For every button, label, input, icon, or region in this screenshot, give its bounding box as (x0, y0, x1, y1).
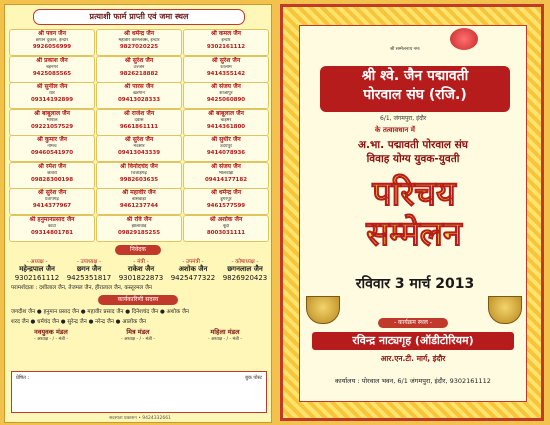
contact-card (9, 56, 95, 83)
contact-card (183, 162, 269, 189)
org-line-2: विवाह योग्य युवक-युवती (366, 153, 460, 165)
contact-phone: 9425085565 (32, 70, 72, 77)
contact-phone: 09460541970 (30, 150, 74, 156)
members-line-1: जगदीश जैन ● हनुमान प्रसाद जैन ● महावीर प्रसाद जैन ● दिनेशचंद जैन ● अशोक जैन (11, 309, 189, 315)
contact-address: नीमच (47, 144, 57, 149)
contact-name: श्री हनुमानप्रसाद जैन (29, 215, 75, 223)
contact-name: श्री सुधीर जैन (211, 136, 241, 143)
contact-name: श्री बाबूलाल जैन (34, 109, 70, 117)
contact-address: बूंदी (222, 223, 230, 229)
sangh-line-1: श्री श्वे. जैन पद्मावती (361, 68, 469, 84)
contact-phone: 9414377967 (32, 203, 72, 209)
officer-phone: 9302161112 (14, 274, 60, 282)
contact-card (9, 135, 95, 162)
office-address: कार्यालय : पोरवाल भवन, 6/1 जंगमपुरा, इंदौर, 9302161112 (335, 377, 491, 385)
contact-address: देवास (134, 117, 144, 123)
group-roles: - अध्यक्ष - / - मंत्री - (121, 337, 155, 342)
contact-name: श्री अशोक जैन (209, 215, 243, 223)
contact-name: श्री प्रकाश जैन (36, 56, 68, 64)
organiser (310, 138, 516, 166)
contact-card (96, 109, 182, 136)
contact-card (183, 215, 269, 242)
contact-address: कोटा (47, 223, 57, 229)
contact-address: भीलवाड़ा (218, 170, 234, 176)
group-block (9, 327, 93, 343)
contact-card (183, 82, 269, 109)
officer-role: - अध्यक्ष - (26, 259, 48, 265)
contact-card (9, 29, 95, 56)
venue-label: - कार्यक्रम स्थल - (378, 318, 448, 328)
officer-phone: 9425477322 (170, 274, 216, 282)
contact-address: महावीर कॉम्प्लेक्स, इन्दौर (118, 38, 160, 43)
group-title: नवयुवक मंडल (34, 328, 68, 336)
contact-name: श्री सुरेश जैन (37, 189, 67, 196)
officer-name: राकेश जैन (127, 265, 155, 273)
contact-phone: 09314801781 (30, 229, 74, 236)
contact-name: श्री संजय जैन (211, 162, 241, 170)
contact-address: बाड़मेर (220, 117, 232, 123)
officer-name: महेन्द्रपाल जैन (19, 265, 55, 273)
contact-address: चित्तौड़गढ़ (131, 170, 147, 176)
contact-card (96, 56, 182, 83)
contact-address: झालावाड़ (131, 223, 147, 229)
officer-phone: 9425351817 (66, 274, 112, 282)
contact-card (96, 162, 182, 189)
contact-phone: 9982603635 (119, 176, 159, 183)
left-panel (4, 4, 272, 423)
officer (115, 257, 167, 283)
contact-card (9, 82, 95, 109)
contact-card (183, 56, 269, 83)
contact-phone: 09221057529 (30, 123, 74, 130)
contact-phone: 9826218882 (119, 70, 159, 77)
contact-address: शाजापुर (219, 91, 233, 96)
officer-name: अशोक जैन (178, 265, 208, 273)
contact-address: इन्दौर (221, 38, 231, 43)
contact-phone: 9302161112 (206, 44, 246, 50)
contact-name: श्री सुरेश जैन (124, 136, 154, 143)
contact-name: श्री सुनील जैन (36, 83, 68, 90)
contact-card (96, 82, 182, 109)
contact-card (183, 135, 269, 162)
event-title (330, 174, 498, 254)
event-title-line-1: परिचय (372, 174, 456, 214)
contact-phone: 09828300198 (30, 176, 74, 183)
contact-phone: 9461577599 (206, 203, 246, 209)
kalash-icon (306, 296, 340, 324)
contact-address: बड़नगर (46, 64, 58, 70)
contact-phone: 9414078936 (206, 150, 246, 156)
contact-phone: 9827020225 (119, 44, 159, 50)
contact-card (183, 29, 269, 56)
contact-address: धार (49, 91, 55, 96)
contact-name: श्री पारस जैन (124, 83, 154, 90)
form-locations-title: प्रत्याशी फार्म प्राप्ती एवं जमा स्थल (33, 9, 245, 25)
contact-phone: 8003031111 (206, 229, 246, 236)
venue-address: आर.एन.टी. मार्ग, इंदौर (380, 354, 446, 363)
org-line-1: अ.भा. पद्मावती पोरवाल संघ (358, 139, 468, 151)
contact-name: श्री रमेश जैन (38, 162, 66, 170)
form-address-box (11, 371, 267, 413)
contact-card (96, 29, 182, 56)
right-panel (280, 4, 544, 421)
advisors-text: परामर्शदाता : दशीलाल जैन, तेजमल जैन, हीरालाल जैन, कस्तूरमल जैन (11, 285, 152, 291)
contact-phone: 9926056999 (32, 44, 72, 50)
contact-card (9, 188, 95, 215)
officer (219, 257, 271, 283)
contact-address: उदयपुर (220, 144, 232, 149)
kalash-icon (488, 296, 522, 324)
top-note: श्री सम्मेलनाय नमः (390, 47, 420, 52)
event-date: रविवार 3 मार्च 2013 (355, 276, 475, 292)
form-label: प्रेषित : (16, 375, 30, 381)
contact-phone: 9461237744 (119, 203, 159, 209)
contact-card (96, 215, 182, 242)
contact-address: प्रतापगढ़ (45, 197, 59, 202)
contact-name: श्री विनोदचंद जैन (120, 162, 158, 170)
contact-address: भोपाल (46, 117, 58, 123)
officer-role: - उपाध्यक्ष - (76, 259, 102, 265)
officer-name: छगनलाल जैन (227, 265, 263, 273)
contact-phone: 09314192899 (30, 97, 74, 103)
contact-address: डूंगरपुर (220, 197, 232, 202)
contact-name: श्री महावीर जैन (122, 189, 156, 196)
contact-name: श्री धर्मेन्द्र जैन (123, 30, 155, 37)
auspices-text: के तत्वावधान में (375, 126, 415, 134)
officer (63, 257, 115, 283)
contact-address: उज्जैन (133, 64, 145, 70)
sangh-banner (320, 66, 510, 112)
contact-phone: 09413028333 (117, 97, 161, 103)
event-title-line-2: सम्मेलन (366, 214, 462, 254)
contact-name: श्री सुरेश जैन (211, 56, 241, 64)
contact-phone: 09829185255 (117, 229, 161, 236)
nivedak-label: निवेदक (115, 245, 161, 255)
contact-phone: 9661861111 (119, 123, 159, 130)
contact-card (9, 215, 95, 242)
contact-name: श्री कुमार जैन (37, 136, 67, 143)
group-title: महिला मंडल (210, 328, 240, 336)
group-block (96, 327, 180, 343)
contact-address: खरगोन (133, 91, 145, 96)
group-title: मित्र मंडल (126, 328, 150, 336)
officer-name: छगन जैन (76, 265, 102, 273)
contact-name: श्री धर्मेन्द्र जैन (210, 189, 242, 196)
contact-card (96, 188, 182, 215)
venue-name: रविन्द्र नाट्यगृह (ऑडीटोरियम) (312, 332, 514, 350)
contact-card (9, 109, 95, 136)
contact-name: श्री राजेश जैन (123, 109, 155, 117)
officer-phone: 9826920423 (222, 274, 268, 282)
contact-name: श्री संजय जैन (211, 83, 241, 90)
contact-name: श्री कमल जैन (210, 30, 242, 37)
flower-icon (450, 28, 478, 50)
contact-phone: 9414355142 (206, 70, 246, 77)
officer-role: - कोषाध्यक्ष - (231, 259, 259, 265)
officer-role: - उपमंत्री - (182, 259, 204, 265)
group-block (183, 327, 267, 343)
cover-inner (299, 25, 527, 402)
contact-address: रतलाम (220, 64, 232, 70)
contact-card (183, 109, 269, 136)
contact-name: श्री सुरेश जैन (124, 56, 154, 64)
group-roles: - अध्यक्ष - / - मंत्री - (34, 337, 68, 342)
officer (11, 257, 63, 283)
contact-name: श्री रवि जैन (126, 215, 152, 223)
contact-phone: 09413043339 (117, 150, 161, 156)
officer-phone: 9301822873 (118, 274, 164, 282)
left-footer: सदस्यता प्रकाशन • 9424332661 (109, 416, 171, 421)
contact-card (96, 135, 182, 162)
officer (167, 257, 219, 283)
contact-phone: 9425060890 (206, 97, 246, 103)
sangh-address: 6/1, जंगमपुरा, इंदौर (380, 115, 427, 122)
sangh-line-2: पोरवाल संघ (रजि.) (363, 87, 467, 103)
contact-phone: 09414177182 (204, 176, 248, 183)
contact-address: मंदसौर (133, 144, 145, 149)
contact-address: जावरा (46, 170, 57, 176)
contact-card (9, 162, 95, 189)
contact-name: श्री पवन जैन (38, 30, 66, 37)
group-roles: - अध्यक्ष - / - मंत्री - (208, 337, 242, 342)
contact-address: छप्पन दुकान, इन्दौर (35, 38, 69, 43)
contact-phone: 9414361800 (206, 123, 246, 130)
officer-role: - मंत्री - (133, 259, 149, 265)
book-post-label: बुक पोस्ट (245, 375, 262, 381)
contact-name: श्री बाबूलाल जैन (208, 109, 244, 117)
contact-address: बांसवाड़ा (131, 197, 147, 202)
karyakarini-label: कार्यकारिणी सदस्य (98, 295, 178, 305)
contact-card (183, 188, 269, 215)
members-line-2: शरद जैन ● धर्मचंद जैन ● सुरेन्द्र जैन ● नरेन्द्र जैन ● आलोक जैन (11, 319, 147, 325)
